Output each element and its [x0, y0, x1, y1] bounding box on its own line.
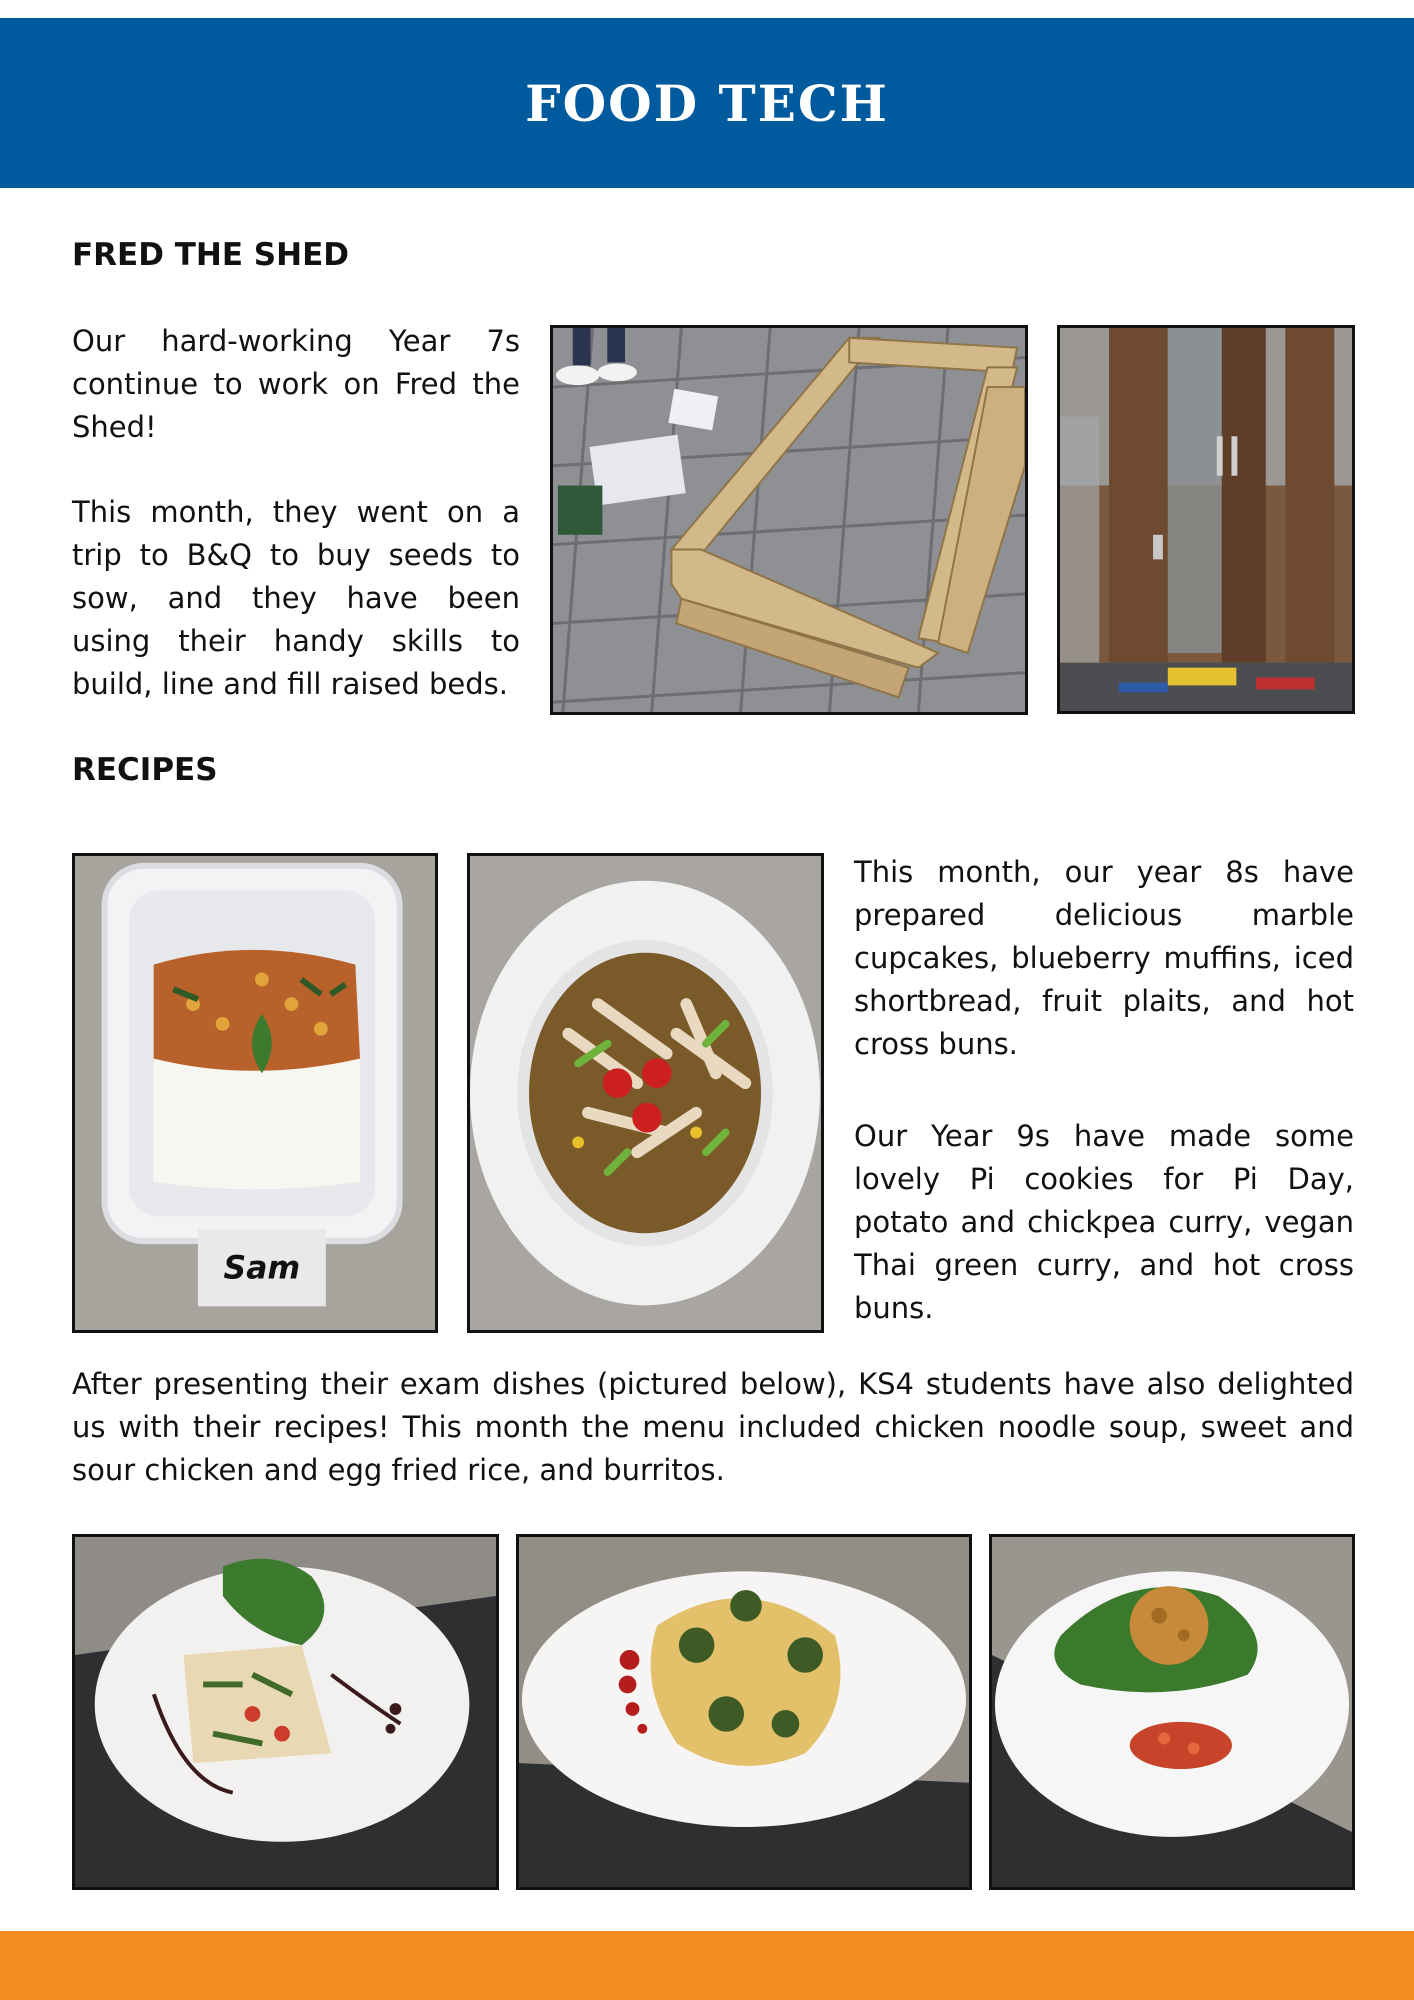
page-header	[0, 18, 1414, 188]
shed-paragraph-1: Our hard-working Year 7s continue to work on Fred the Shed!	[72, 324, 520, 444]
raised-bed-frame-photo	[550, 325, 1028, 715]
page-title: FOOD TECH	[525, 73, 889, 133]
recipes-paragraph-2: Our Year 9s have made some lovely Pi cookies for Pi Day, potato and chickpea curry, vegan Thai green curry, and hot cross buns.	[854, 1119, 1354, 1325]
recipes-paragraph-3: After presenting their exam dishes (pictured below), KS4 students have also delighted us with their recipes! This month the menu included chicken noodle soup, sweet and sour chicken and egg fried rice, and burritos.	[72, 1367, 1354, 1487]
chicken-noodle-soup-photo	[467, 853, 824, 1333]
spinach-tart-photo	[72, 1534, 499, 1890]
footer-bar	[0, 1931, 1414, 2000]
chickpea-curry-photo	[72, 853, 438, 1333]
shed-doors-photo	[1057, 325, 1355, 714]
recipes-section-title: RECIPES	[72, 752, 218, 788]
pasta-bake-photo	[516, 1534, 972, 1890]
arancini-salad-photo	[989, 1534, 1355, 1890]
shed-section-title: FRED THE SHED	[72, 237, 349, 273]
shed-paragraph-2: This month, they went on a trip to B&Q to buy seeds to sow, and they have been using their handy skills to build, line and fill raised beds.	[72, 495, 520, 701]
recipes-paragraph-1: This month, our year 8s have prepared delicious marble cupcakes, blueberry muffins, iced shortbread, fruit plaits, and hot cross buns.	[854, 855, 1354, 1061]
curry-name-label: Sam	[223, 1250, 301, 1287]
